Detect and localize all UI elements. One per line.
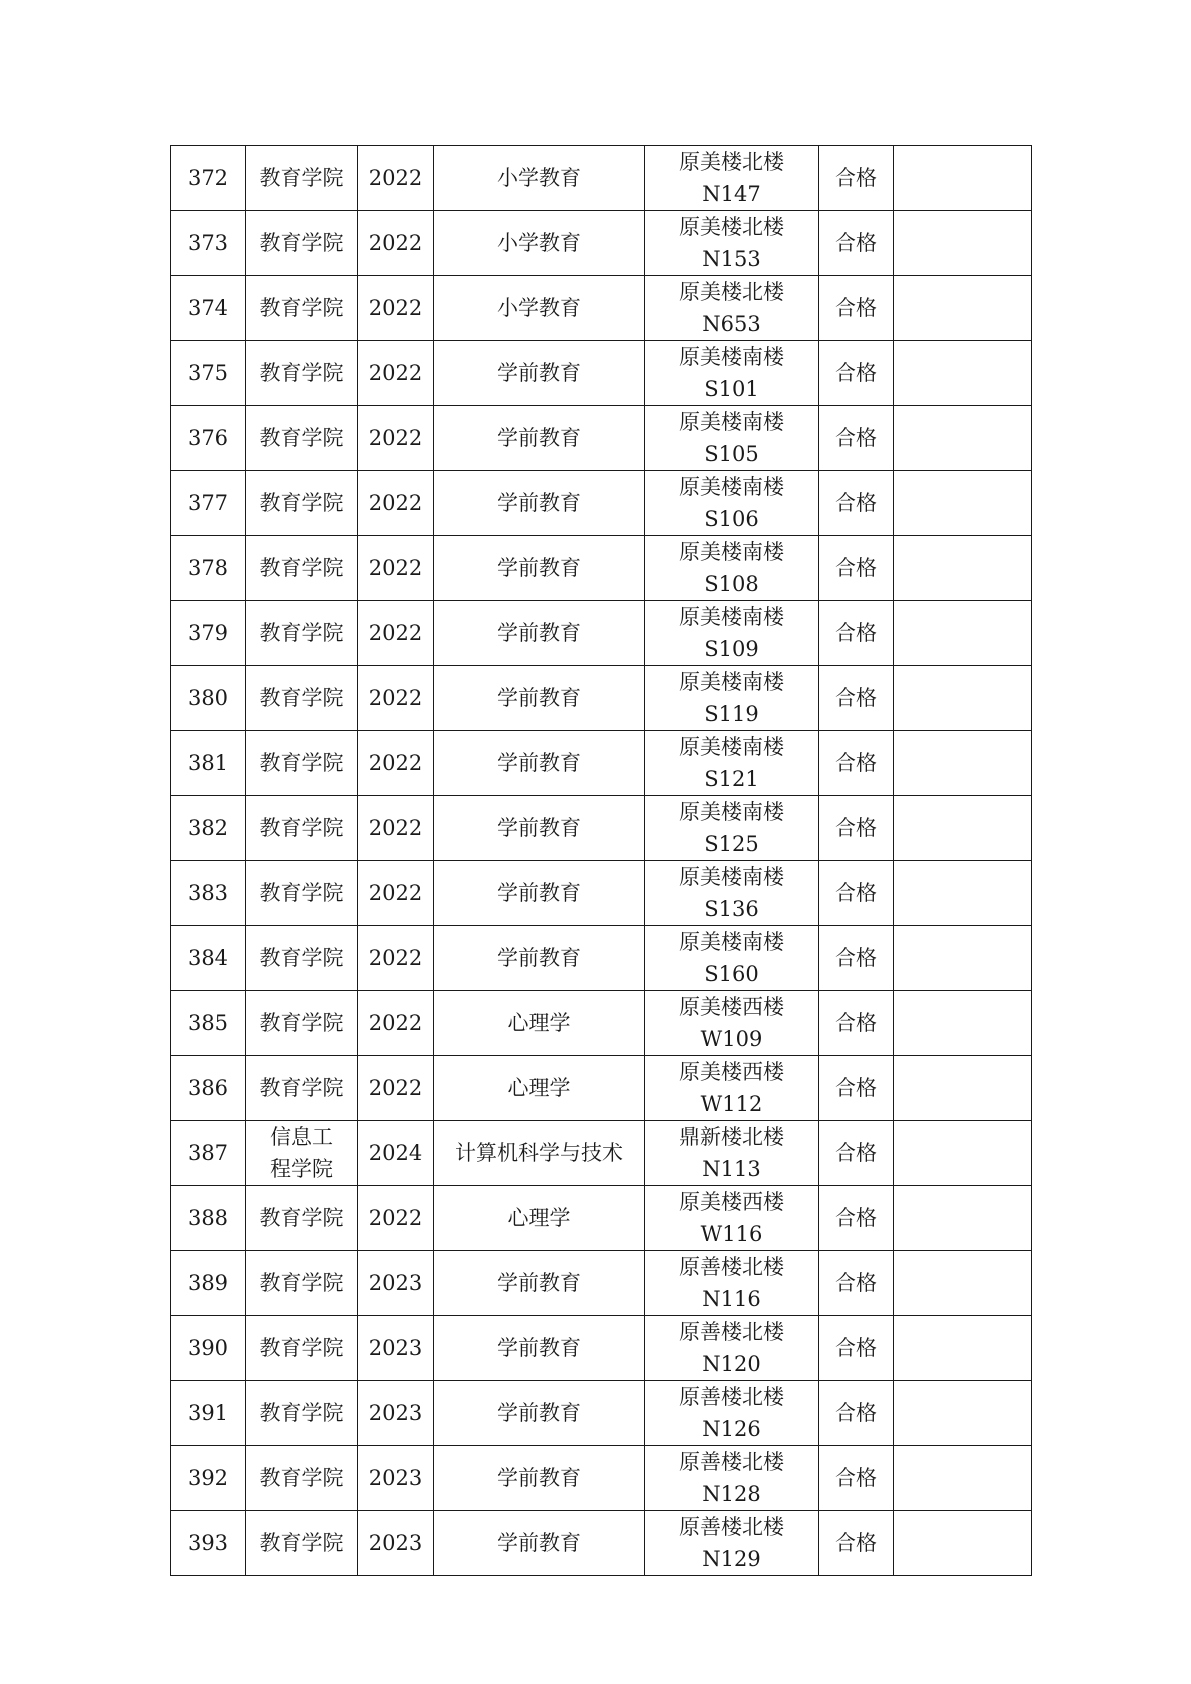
cell-grade: 2022 xyxy=(358,211,434,276)
cell-number: 375 xyxy=(171,341,246,406)
cell-number: 389 xyxy=(171,1251,246,1316)
cell-room xyxy=(645,1446,819,1511)
cell-major: 计算机科学与技术 xyxy=(434,1121,645,1186)
room-building: 原美楼西楼 xyxy=(679,1060,784,1084)
cell-result: 合格 xyxy=(819,276,894,341)
cell-grade: 2022 xyxy=(358,341,434,406)
room-building: 原美楼南楼 xyxy=(679,605,784,629)
room-number: S125 xyxy=(704,832,759,856)
cell-room xyxy=(645,276,819,341)
cell-college: 教育学院 xyxy=(246,1511,358,1576)
table-row xyxy=(171,406,1032,471)
cell-number: 380 xyxy=(171,666,246,731)
cell-result: 合格 xyxy=(819,1056,894,1121)
cell-result: 合格 xyxy=(819,601,894,666)
cell-major: 学前教育 xyxy=(434,1316,645,1381)
cell-note xyxy=(894,276,1032,341)
cell-college: 教育学院 xyxy=(246,276,358,341)
cell-college: 教育学院 xyxy=(246,1251,358,1316)
cell-grade: 2022 xyxy=(358,991,434,1056)
cell-college: 教育学院 xyxy=(246,406,358,471)
table-row xyxy=(171,341,1032,406)
cell-note xyxy=(894,1511,1032,1576)
cell-major: 学前教育 xyxy=(434,536,645,601)
cell-number: 383 xyxy=(171,861,246,926)
cell-number: 382 xyxy=(171,796,246,861)
cell-note xyxy=(894,406,1032,471)
cell-result: 合格 xyxy=(819,406,894,471)
room-building: 原美楼南楼 xyxy=(679,475,784,499)
cell-major: 学前教育 xyxy=(434,731,645,796)
cell-grade: 2022 xyxy=(358,666,434,731)
cell-major: 学前教育 xyxy=(434,1251,645,1316)
table-row xyxy=(171,926,1032,991)
cell-college: 教育学院 xyxy=(246,601,358,666)
cell-room xyxy=(645,861,819,926)
room-building: 鼎新楼北楼 xyxy=(679,1125,784,1149)
room-building: 原美楼南楼 xyxy=(679,410,784,434)
cell-college: 教育学院 xyxy=(246,1316,358,1381)
cell-grade: 2022 xyxy=(358,471,434,536)
dormitory-inspection-table xyxy=(170,145,1032,1576)
room-building: 原善楼北楼 xyxy=(679,1385,784,1409)
cell-number: 388 xyxy=(171,1186,246,1251)
cell-room xyxy=(645,926,819,991)
cell-note xyxy=(894,666,1032,731)
cell-number: 376 xyxy=(171,406,246,471)
cell-result: 合格 xyxy=(819,1251,894,1316)
table-row xyxy=(171,1251,1032,1316)
room-number: N126 xyxy=(702,1417,761,1441)
cell-grade: 2023 xyxy=(358,1381,434,1446)
cell-college: 教育学院 xyxy=(246,211,358,276)
cell-major: 学前教育 xyxy=(434,666,645,731)
table-row xyxy=(171,1186,1032,1251)
room-building: 原美楼南楼 xyxy=(679,540,784,564)
cell-room xyxy=(645,536,819,601)
room-number: N653 xyxy=(702,312,761,336)
cell-major: 学前教育 xyxy=(434,796,645,861)
cell-result: 合格 xyxy=(819,536,894,601)
room-number: N116 xyxy=(702,1287,761,1311)
cell-grade: 2022 xyxy=(358,1056,434,1121)
cell-note xyxy=(894,1251,1032,1316)
cell-note xyxy=(894,146,1032,211)
cell-college: 教育学院 xyxy=(246,1186,358,1251)
cell-major: 学前教育 xyxy=(434,861,645,926)
cell-grade: 2024 xyxy=(358,1121,434,1186)
cell-major: 学前教育 xyxy=(434,341,645,406)
cell-college: 教育学院 xyxy=(246,1381,358,1446)
cell-grade: 2023 xyxy=(358,1511,434,1576)
cell-room xyxy=(645,1186,819,1251)
room-number: W116 xyxy=(700,1222,763,1246)
cell-number: 387 xyxy=(171,1121,246,1186)
table-row xyxy=(171,601,1032,666)
cell-grade: 2022 xyxy=(358,1186,434,1251)
cell-note xyxy=(894,861,1032,926)
cell-room xyxy=(645,146,819,211)
cell-grade: 2022 xyxy=(358,276,434,341)
table-row xyxy=(171,666,1032,731)
cell-grade: 2022 xyxy=(358,796,434,861)
cell-note xyxy=(894,1316,1032,1381)
cell-college: 教育学院 xyxy=(246,926,358,991)
table-row xyxy=(171,1316,1032,1381)
room-number: N120 xyxy=(702,1352,761,1376)
cell-number: 390 xyxy=(171,1316,246,1381)
table-row xyxy=(171,1121,1032,1186)
room-building: 原美楼南楼 xyxy=(679,800,784,824)
cell-grade: 2022 xyxy=(358,146,434,211)
cell-room xyxy=(645,211,819,276)
cell-college: 教育学院 xyxy=(246,341,358,406)
cell-major: 小学教育 xyxy=(434,276,645,341)
cell-grade: 2023 xyxy=(358,1446,434,1511)
table-row xyxy=(171,536,1032,601)
room-number: N129 xyxy=(702,1547,761,1571)
table-row xyxy=(171,731,1032,796)
cell-result: 合格 xyxy=(819,471,894,536)
cell-number: 381 xyxy=(171,731,246,796)
table-row xyxy=(171,1511,1032,1576)
cell-major: 心理学 xyxy=(434,1186,645,1251)
cell-grade: 2022 xyxy=(358,536,434,601)
cell-room xyxy=(645,666,819,731)
table-row xyxy=(171,146,1032,211)
cell-room xyxy=(645,731,819,796)
cell-number: 392 xyxy=(171,1446,246,1511)
room-number: S105 xyxy=(704,442,759,466)
table-row xyxy=(171,276,1032,341)
room-building: 原美楼西楼 xyxy=(679,995,784,1019)
cell-result: 合格 xyxy=(819,1511,894,1576)
cell-number: 374 xyxy=(171,276,246,341)
room-number: S109 xyxy=(704,637,759,661)
cell-room xyxy=(645,601,819,666)
cell-major: 小学教育 xyxy=(434,211,645,276)
room-building: 原善楼北楼 xyxy=(679,1450,784,1474)
room-building: 原美楼北楼 xyxy=(679,280,784,304)
cell-room xyxy=(645,1316,819,1381)
cell-note xyxy=(894,1121,1032,1186)
cell-note xyxy=(894,1056,1032,1121)
cell-note xyxy=(894,1186,1032,1251)
cell-note xyxy=(894,796,1032,861)
cell-note xyxy=(894,471,1032,536)
cell-college: 信息工程学院 xyxy=(246,1121,358,1186)
table-body xyxy=(171,146,1032,1576)
cell-number: 377 xyxy=(171,471,246,536)
table-row xyxy=(171,211,1032,276)
cell-room xyxy=(645,1056,819,1121)
room-building: 原美楼南楼 xyxy=(679,865,784,889)
room-building: 原美楼北楼 xyxy=(679,150,784,174)
cell-major: 学前教育 xyxy=(434,1381,645,1446)
cell-result: 合格 xyxy=(819,1121,894,1186)
room-number: N128 xyxy=(702,1482,761,1506)
cell-room xyxy=(645,341,819,406)
cell-room xyxy=(645,1121,819,1186)
room-number: W109 xyxy=(700,1027,763,1051)
table-row xyxy=(171,1446,1032,1511)
cell-grade: 2022 xyxy=(358,731,434,796)
room-building: 原善楼北楼 xyxy=(679,1320,784,1344)
table-row xyxy=(171,861,1032,926)
cell-college: 教育学院 xyxy=(246,991,358,1056)
cell-note xyxy=(894,341,1032,406)
cell-result: 合格 xyxy=(819,666,894,731)
cell-number: 379 xyxy=(171,601,246,666)
cell-room xyxy=(645,1511,819,1576)
cell-grade: 2022 xyxy=(358,926,434,991)
cell-college: 教育学院 xyxy=(246,1446,358,1511)
cell-college: 教育学院 xyxy=(246,471,358,536)
room-building: 原美楼北楼 xyxy=(679,215,784,239)
cell-major: 学前教育 xyxy=(434,406,645,471)
cell-college: 教育学院 xyxy=(246,796,358,861)
cell-result: 合格 xyxy=(819,146,894,211)
room-number: N153 xyxy=(702,247,761,271)
room-number: S119 xyxy=(704,702,759,726)
cell-number: 386 xyxy=(171,1056,246,1121)
cell-note xyxy=(894,1381,1032,1446)
room-building: 原善楼北楼 xyxy=(679,1255,784,1279)
cell-result: 合格 xyxy=(819,796,894,861)
cell-college: 教育学院 xyxy=(246,666,358,731)
cell-major: 学前教育 xyxy=(434,601,645,666)
cell-grade: 2022 xyxy=(358,861,434,926)
cell-result: 合格 xyxy=(819,731,894,796)
room-number: S101 xyxy=(704,377,759,401)
cell-note xyxy=(894,536,1032,601)
cell-note xyxy=(894,211,1032,276)
cell-major: 学前教育 xyxy=(434,926,645,991)
cell-college: 教育学院 xyxy=(246,146,358,211)
cell-number: 391 xyxy=(171,1381,246,1446)
cell-room xyxy=(645,471,819,536)
room-building: 原美楼南楼 xyxy=(679,930,784,954)
cell-major: 心理学 xyxy=(434,1056,645,1121)
cell-result: 合格 xyxy=(819,991,894,1056)
room-number: S160 xyxy=(704,962,759,986)
room-building: 原美楼南楼 xyxy=(679,670,784,694)
cell-note xyxy=(894,1446,1032,1511)
cell-grade: 2022 xyxy=(358,406,434,471)
cell-result: 合格 xyxy=(819,926,894,991)
cell-result: 合格 xyxy=(819,1381,894,1446)
cell-college: 教育学院 xyxy=(246,731,358,796)
table-row xyxy=(171,471,1032,536)
cell-major: 小学教育 xyxy=(434,146,645,211)
room-number: S108 xyxy=(704,572,759,596)
cell-note xyxy=(894,601,1032,666)
cell-major: 学前教育 xyxy=(434,471,645,536)
cell-result: 合格 xyxy=(819,1186,894,1251)
cell-major: 学前教育 xyxy=(434,1511,645,1576)
cell-number: 393 xyxy=(171,1511,246,1576)
cell-number: 373 xyxy=(171,211,246,276)
cell-result: 合格 xyxy=(819,341,894,406)
cell-result: 合格 xyxy=(819,211,894,276)
cell-number: 378 xyxy=(171,536,246,601)
cell-room xyxy=(645,991,819,1056)
cell-major: 学前教育 xyxy=(434,1446,645,1511)
cell-grade: 2022 xyxy=(358,601,434,666)
cell-note xyxy=(894,731,1032,796)
cell-result: 合格 xyxy=(819,861,894,926)
cell-college: 教育学院 xyxy=(246,1056,358,1121)
cell-college: 教育学院 xyxy=(246,536,358,601)
room-number: S136 xyxy=(704,897,759,921)
cell-grade: 2023 xyxy=(358,1316,434,1381)
table-row xyxy=(171,1056,1032,1121)
room-number: N113 xyxy=(702,1157,761,1181)
table-row xyxy=(171,1381,1032,1446)
cell-major: 心理学 xyxy=(434,991,645,1056)
cell-room xyxy=(645,406,819,471)
cell-note xyxy=(894,991,1032,1056)
room-number: N147 xyxy=(702,182,761,206)
cell-grade: 2023 xyxy=(358,1251,434,1316)
cell-result: 合格 xyxy=(819,1316,894,1381)
cell-college: 教育学院 xyxy=(246,861,358,926)
room-number: S121 xyxy=(704,767,759,791)
cell-number: 385 xyxy=(171,991,246,1056)
table-row xyxy=(171,991,1032,1056)
cell-number: 384 xyxy=(171,926,246,991)
room-number: W112 xyxy=(700,1092,763,1116)
room-building: 原美楼南楼 xyxy=(679,345,784,369)
room-building: 原善楼北楼 xyxy=(679,1515,784,1539)
room-building: 原美楼西楼 xyxy=(679,1190,784,1214)
room-building: 原美楼南楼 xyxy=(679,735,784,759)
room-number: S106 xyxy=(704,507,759,531)
cell-room xyxy=(645,1381,819,1446)
cell-room xyxy=(645,796,819,861)
cell-note xyxy=(894,926,1032,991)
cell-room xyxy=(645,1251,819,1316)
cell-number: 372 xyxy=(171,146,246,211)
table-row xyxy=(171,796,1032,861)
cell-result: 合格 xyxy=(819,1446,894,1511)
